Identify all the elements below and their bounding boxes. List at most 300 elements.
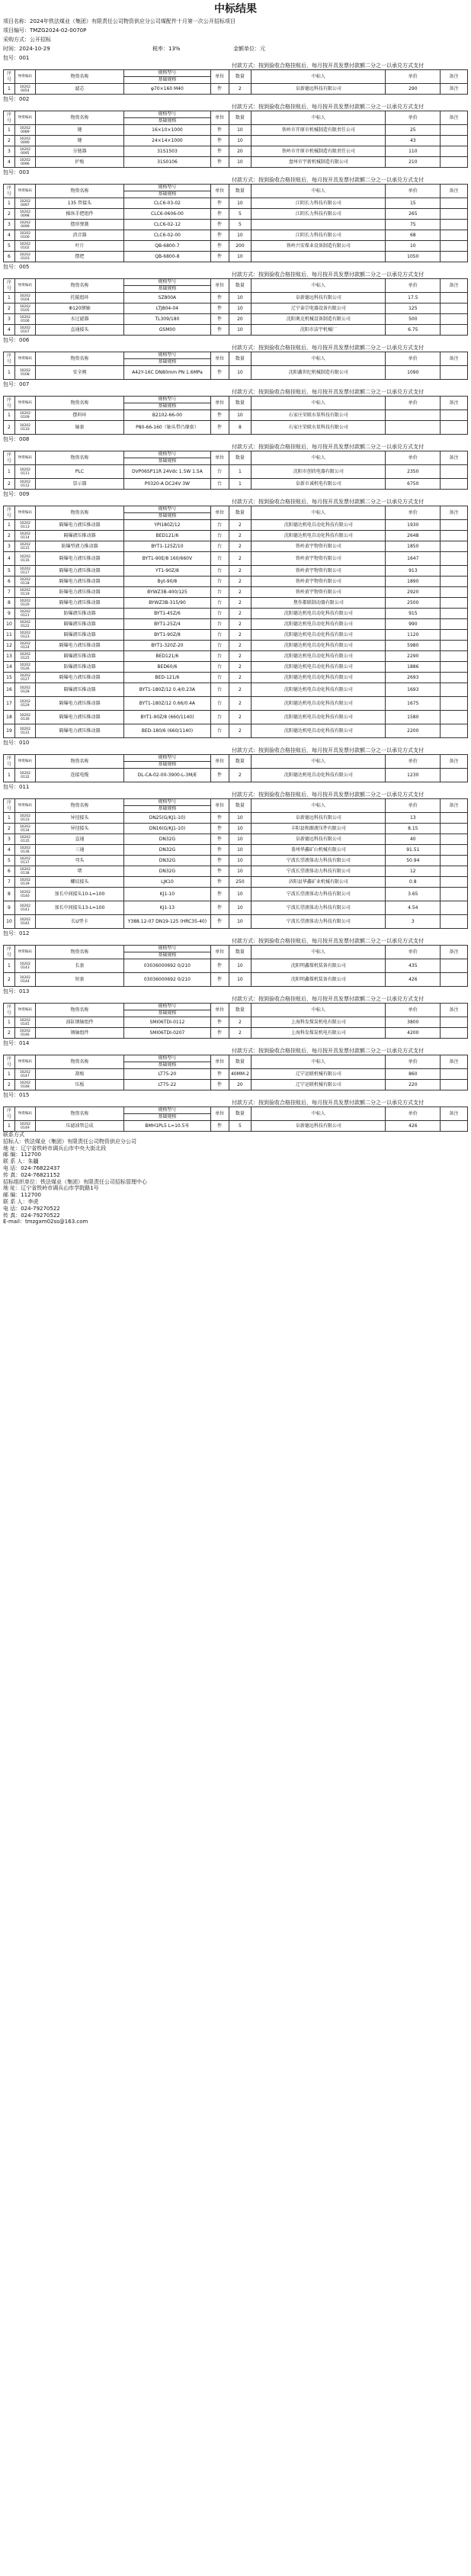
header-price: 单价: [386, 946, 441, 959]
payment-terms: 付款方式：按到验收合格挂账后，每月按开具发票付款额二分之一以承兑方式支付: [232, 271, 424, 278]
cell-code: 10202 0136: [14, 845, 35, 856]
cell-code: 10202 0124: [14, 641, 35, 651]
cell-name: 隔爆液压推动器: [35, 683, 123, 697]
header-unit: 单位: [210, 279, 229, 293]
package-block: [3, 782, 468, 929]
cell-name: 隔爆电力液压推动器: [35, 697, 123, 711]
cell-unit: 件: [210, 325, 229, 336]
cell-spec: CLC6-02-12: [124, 220, 210, 230]
cell-spec: LTJ804-04: [124, 304, 210, 314]
cell-supplier: 宁波长望液体动力科技有限公司: [252, 901, 386, 915]
cell-spec: BED-121/6: [124, 673, 210, 683]
cell-supplier: 焦作都联制动器有限公司: [252, 598, 386, 609]
cell-name: 键: [35, 125, 123, 136]
table-row: [4, 888, 468, 901]
cell-price: 3.65: [386, 888, 441, 901]
cell-supplier: 江阴长力科技有限公司: [252, 230, 386, 241]
table-row: [4, 845, 468, 856]
cell-note: [441, 888, 468, 901]
package-block: [3, 380, 468, 435]
header-spec-base: 基础规格: [124, 77, 210, 84]
header-qty: 数量: [229, 506, 252, 520]
table-row: [4, 915, 468, 929]
cell-note: 备注: [441, 84, 468, 95]
tax-label: 税率：13%: [152, 46, 181, 52]
header-spec-base: 基础规格: [124, 359, 210, 366]
cell-unit: 件: [210, 866, 229, 877]
header-unit: 单位: [210, 755, 229, 769]
cell-price: 1120: [386, 630, 441, 641]
header-code: 物资编码: [14, 185, 35, 198]
header-name: 物资名称: [35, 70, 123, 84]
cell-price: 1693: [386, 683, 441, 697]
cell-spec: 03036000692 0/210: [124, 973, 210, 987]
cell-note: [441, 587, 468, 598]
cell-supplier: 宁波长望液体动力科技有限公司: [252, 866, 386, 877]
cell-unit: 台: [210, 662, 229, 673]
cell-supplier: 铁岭黄宇物资有限公司: [252, 552, 386, 566]
table-row: [4, 866, 468, 877]
cell-price: 6.75: [386, 325, 441, 336]
cell-seq: 1: [4, 769, 15, 782]
payment-terms: 付款方式：按到验收合格挂账后，每月按开具发票付款额二分之一以承兑方式支付: [232, 747, 424, 753]
cell-unit: 件: [210, 901, 229, 915]
cell-code: 10202 0129: [14, 697, 35, 711]
cell-name: 直通接头: [35, 325, 123, 336]
cell-price: 2350: [386, 465, 441, 479]
header-unit: 单位: [210, 397, 229, 410]
table-row: [4, 901, 468, 915]
cell-spec: BYT1-180Z/12 0.4/0.23A: [124, 683, 210, 697]
cell-unit: 件: [210, 136, 229, 146]
header-spec: 规格型号: [124, 70, 210, 77]
cell-unit: 台: [210, 520, 229, 531]
header-note: 备注: [441, 397, 468, 410]
header-qty: 数量: [229, 755, 252, 769]
header-qty: 数量: [229, 352, 252, 366]
cell-qty: 2: [229, 1017, 252, 1028]
header-price: 单价: [386, 1107, 441, 1121]
table-row: [4, 531, 468, 541]
payment-terms: 付款方式：按到验收合格挂账后，每月按开具发票付款额二分之一以承兑方式支付: [232, 792, 424, 798]
package-title: 包号：005: [3, 264, 30, 270]
cell-seq: 9: [4, 609, 15, 619]
cell-code: 10202 0103: [14, 252, 35, 262]
header-seq: 序号: [4, 185, 15, 198]
cell-note: [441, 630, 468, 641]
cell-note: [441, 813, 468, 824]
cell-seq: 2: [4, 304, 15, 314]
header-note: 备注: [441, 279, 468, 293]
cell-price: 125: [386, 304, 441, 314]
cell-spec: CLC6-03-02: [124, 198, 210, 209]
cell-note: [441, 724, 468, 738]
cell-code: 10202 0054: [14, 84, 35, 95]
cell-name: 防爆液压推动器: [35, 609, 123, 619]
header-note: 备注: [441, 1004, 468, 1017]
cell-code: 10202 0147: [14, 1069, 35, 1080]
cell-price: 0.8: [386, 877, 441, 888]
cell-spec: LT75-22: [124, 1080, 210, 1090]
cell-qty: 2: [229, 541, 252, 552]
cell-qty: 10: [229, 230, 252, 241]
cell-note: [441, 901, 468, 915]
cell-supplier: 阜新市诚机电有限公司: [252, 479, 386, 490]
header-name: 物资名称: [35, 1004, 123, 1017]
header-qty: 数量: [229, 185, 252, 198]
cell-qty: 2: [229, 697, 252, 711]
cell-seq: 2: [4, 1080, 15, 1090]
cell-supplier: 铁岭黄宇物资有限公司: [252, 541, 386, 552]
header-note: 备注: [441, 1107, 468, 1121]
package-title: 包号：002: [3, 96, 30, 102]
cell-unit: 件: [210, 888, 229, 901]
cell-unit: 件: [210, 125, 229, 136]
header-price: 单价: [386, 506, 441, 520]
cell-seq: 8: [4, 888, 15, 901]
cell-price: 91.51: [386, 845, 441, 856]
cell-name: 摆形弹簧: [35, 220, 123, 230]
cell-unit: 台: [210, 598, 229, 609]
cell-code: 10202 0131: [14, 724, 35, 738]
cell-spec: QB-6800-7: [124, 241, 210, 252]
cell-qty: 2: [229, 598, 252, 609]
header-qty: 数量: [229, 451, 252, 465]
package-block: [3, 336, 468, 380]
cell-supplier: [252, 220, 386, 230]
cell-name: 长套: [35, 959, 123, 973]
cell-supplier: 沈阳明鑫煤机装备有限公司: [252, 959, 386, 973]
header-price: 单价: [386, 352, 441, 366]
header-qty: 数量: [229, 397, 252, 410]
cell-note: [441, 304, 468, 314]
header-supplier: 中标人: [252, 397, 386, 410]
cell-qty: 2: [229, 84, 252, 95]
cell-name: 加长中间接头13-L=100: [35, 901, 123, 915]
table-row: [4, 209, 468, 220]
header-qty: 数量: [229, 70, 252, 84]
cell-qty: 2: [229, 552, 252, 566]
cell-code: 10202 0114: [14, 531, 35, 541]
cell-price: 40: [386, 834, 441, 845]
cell-code: 10202 0095: [14, 146, 35, 157]
cell-qty: 10: [229, 834, 252, 845]
cell-seq: 6: [4, 866, 15, 877]
table-header-row: [4, 279, 468, 286]
cell-name: 摆料环: [35, 410, 123, 421]
payment-terms: 付款方式：按到验收合格挂账后，每月按开具发票付款额二分之一以承兑方式支付: [232, 938, 424, 944]
header-price: 单价: [386, 451, 441, 465]
cell-note: [441, 157, 468, 168]
cell-name: 键: [35, 136, 123, 146]
results-table: [3, 945, 468, 987]
cell-code: 10202 0098: [14, 209, 35, 220]
cell-qty: 5: [229, 209, 252, 220]
cell-qty: 10: [229, 252, 252, 262]
cell-qty: 10: [229, 325, 252, 336]
cell-spec: YPI180Z/12: [124, 520, 210, 531]
header-note: 备注: [441, 799, 468, 813]
cell-supplier: 沈阳市创欣电器有限公司: [252, 465, 386, 479]
cell-seq: 1: [4, 1017, 15, 1028]
cell-seq: 1: [4, 410, 15, 421]
table-row: [4, 520, 468, 531]
header-name: 物资名称: [35, 1055, 123, 1069]
header-spec-base: 基础规格: [124, 118, 210, 125]
cell-supplier: 江阴长力科技有限公司: [252, 198, 386, 209]
currency-label: 金额单位：元: [233, 46, 265, 52]
table-row: [4, 1080, 468, 1090]
cell-qty: 2: [229, 520, 252, 531]
project-no: 项目编号：TMZG2024-02-0070P: [3, 27, 87, 34]
results-table: [3, 69, 468, 95]
cell-code: 10202 0100: [14, 230, 35, 241]
package-block: [3, 1090, 468, 1132]
header-seq: 序号: [4, 1004, 15, 1017]
cell-supplier: 沈阳德达机电自动化科技有限公司: [252, 651, 386, 662]
footer-line: 招标组织单位：铁法煤业（集团）有限责任公司招标管理中心: [3, 1178, 147, 1185]
cell-spec: CLC6-0606-00: [124, 209, 210, 220]
cell-supplier: 济阳县华鑫矿业机械有限公司: [252, 877, 386, 888]
cell-seq: 8: [4, 598, 15, 609]
cell-name: 隔爆液压推动器: [35, 630, 123, 641]
cell-name: 隔爆液压推动器: [35, 531, 123, 541]
header-supplier: 中标人: [252, 185, 386, 198]
cell-supplier: 阜新德远科技有限公司: [252, 834, 386, 845]
cell-spec: 16×10×1000: [124, 125, 210, 136]
cell-supplier: 沈阳德达机电自动化科技有限公司: [252, 673, 386, 683]
cell-supplier: 沈阳德达机电自动化科技有限公司: [252, 520, 386, 531]
package-title: 包号：001: [3, 55, 30, 61]
cell-note: [441, 1069, 468, 1080]
cell-price: 50.94: [386, 856, 441, 866]
cell-qty: 2: [229, 1028, 252, 1039]
cell-note: [441, 293, 468, 304]
header-code: 物资编码: [14, 397, 35, 410]
cell-name: 长U型卡: [35, 915, 123, 929]
cell-qty: 10: [229, 198, 252, 209]
cell-note: [441, 314, 468, 325]
payment-terms: 付款方式：按到验收合格挂账后，每月按开具发票付款额二分之一以承兑方式支付: [232, 345, 424, 351]
cell-spec: TL309/180: [124, 314, 210, 325]
table-header-row: [4, 397, 468, 403]
cell-name: 隔爆电力液压推动器: [35, 711, 123, 724]
cell-supplier: 沈阳德达机电自动化科技有限公司: [252, 662, 386, 673]
package-title: 包号：007: [3, 381, 30, 387]
cell-spec: φ70×160 M40: [124, 84, 210, 95]
cell-note: [441, 230, 468, 241]
cell-name: 螺纹接头: [35, 877, 123, 888]
cell-unit: 件: [210, 304, 229, 314]
package-title: 包号：014: [3, 1040, 30, 1046]
cell-code: 10202 0141: [14, 901, 35, 915]
table-row: [4, 834, 468, 845]
cell-name: 滤芯: [35, 84, 123, 95]
header-unit: 单位: [210, 1004, 229, 1017]
cell-note: [441, 531, 468, 541]
cell-note: [441, 834, 468, 845]
header-unit: 单位: [210, 799, 229, 813]
cell-qty: 10: [229, 293, 252, 304]
header-seq: 序号: [4, 1055, 15, 1069]
cell-code: 10202 0122: [14, 619, 35, 630]
cell-unit: 件: [210, 877, 229, 888]
results-table: [3, 184, 468, 262]
table-row: [4, 813, 468, 824]
cell-code: 10202 0096: [14, 157, 35, 168]
table-header-row: [4, 111, 468, 118]
cell-seq: 2: [4, 1028, 15, 1039]
table-row: [4, 619, 468, 630]
cell-code: 10202 0133: [14, 813, 35, 824]
header-spec: 规格型号: [124, 1107, 210, 1114]
cell-code: 10202 0145: [14, 1017, 35, 1028]
cell-supplier: 石家庄荣联水泵科技有限公司: [252, 410, 386, 421]
cell-note: [441, 220, 468, 230]
cell-supplier: 阜新德远科技有限公司: [252, 813, 386, 824]
cell-name: 水过滤器: [35, 314, 123, 325]
cell-code: 10202 0120: [14, 598, 35, 609]
package-title: 包号：012: [3, 930, 30, 936]
table-row: [4, 252, 468, 262]
results-table: [3, 798, 468, 929]
cell-code: 10202 0089: [14, 125, 35, 136]
cell-name: 三通: [35, 845, 123, 856]
payment-terms: 付款方式：按到验收合格挂账后，每月按开具发票付款额二分之一以承兑方式支付: [232, 104, 424, 110]
cell-code: 10202 0097: [14, 198, 35, 209]
package-block: [3, 262, 468, 336]
cell-price: 265: [386, 209, 441, 220]
cell-name: 钢轴组件: [35, 1028, 123, 1039]
header-supplier: 中标人: [252, 1055, 386, 1069]
cell-spec: BYT1-90Z/8: [124, 630, 210, 641]
results-table: [3, 754, 468, 782]
header-name: 物资名称: [35, 946, 123, 959]
cell-unit: 台: [210, 697, 229, 711]
table-row: [4, 566, 468, 577]
cell-code: 10202 0116: [14, 552, 35, 566]
header-name: 物资名称: [35, 451, 123, 465]
cell-code: 10202 0126: [14, 662, 35, 673]
cell-seq: 1: [4, 198, 15, 209]
header-seq: 序号: [4, 279, 15, 293]
header-seq: 序号: [4, 111, 15, 125]
table-header-row: [4, 755, 468, 762]
cell-price: 1647: [386, 552, 441, 566]
table-row: [4, 146, 468, 157]
cell-name: 隔爆电力液压推动器: [35, 577, 123, 587]
cell-name: 隔爆电力液压推动器: [35, 552, 123, 566]
cell-unit: 件: [210, 813, 229, 824]
cell-unit: 件: [210, 1028, 229, 1039]
table-row: [4, 1028, 468, 1039]
table-row: [4, 366, 468, 380]
table-row: [4, 304, 468, 314]
cell-supplier: 铁岭黄宇物资有限公司: [252, 566, 386, 577]
cell-spec: BED-180/6 (660/1140): [124, 724, 210, 738]
cell-name: 叶片: [35, 241, 123, 252]
cell-price: 1886: [386, 662, 441, 673]
cell-price: 1230: [386, 769, 441, 782]
header-price: 单价: [386, 70, 441, 84]
cell-seq: 5: [4, 566, 15, 577]
cell-unit: 件: [210, 824, 229, 834]
cell-price: 210: [386, 157, 441, 168]
header-code: 物资编码: [14, 451, 35, 465]
cell-code: 10202 0138: [14, 866, 35, 877]
cell-supplier: 盖州华鑫矿山机械有限公司: [252, 845, 386, 856]
cell-spec: BYT1-90E/8 160/660V: [124, 552, 210, 566]
header-supplier: 中标人: [252, 111, 386, 125]
header-unit: 单位: [210, 946, 229, 959]
cell-name: Φ120钢轴: [35, 304, 123, 314]
payment-terms: 付款方式：按到验收合格挂账后，每月按开具发票付款额二分之一以承兑方式支付: [232, 444, 424, 450]
cell-qty: 10: [229, 157, 252, 168]
cell-note: [441, 552, 468, 566]
cell-price: [386, 410, 441, 421]
cell-name: 消音器: [35, 230, 123, 241]
table-row: [4, 1121, 468, 1132]
cell-note: [441, 662, 468, 673]
cell-spec: LJK10: [124, 877, 210, 888]
header-spec: 规格型号: [124, 111, 210, 118]
header-code: 物资编码: [14, 70, 35, 84]
cell-seq: 2: [4, 421, 15, 435]
cell-seq: 17: [4, 697, 15, 711]
cell-unit: 件: [210, 1080, 229, 1090]
table-header-row: [4, 1004, 468, 1010]
header-spec-base: 基础规格: [124, 403, 210, 410]
cell-unit: 台: [210, 479, 229, 490]
cell-name: 135 管接头: [35, 198, 123, 209]
cell-note: [441, 520, 468, 531]
table-row: [4, 641, 468, 651]
cell-name: 短套: [35, 973, 123, 987]
cell-supplier: 阜新德远科技有限公司: [252, 293, 386, 304]
header-supplier: 中标人: [252, 755, 386, 769]
header-supplier: 中标人: [252, 946, 386, 959]
cell-spec: 31S0106: [124, 157, 210, 168]
header-qty: 数量: [229, 1004, 252, 1017]
cell-seq: 5: [4, 241, 15, 252]
cell-seq: 4: [4, 552, 15, 566]
cell-spec: 24×14×1000: [124, 136, 210, 146]
cell-spec: SZ800A: [124, 293, 210, 304]
table-row: [4, 683, 468, 697]
cell-supplier: 阜新德远科技有限公司: [252, 1121, 386, 1132]
header-note: 备注: [441, 1055, 468, 1069]
cell-name: 操纵手把组件: [35, 209, 123, 220]
header-price: 单价: [386, 279, 441, 293]
cell-seq: 1: [4, 465, 15, 479]
cell-qty: 10: [229, 973, 252, 987]
cell-unit: 件: [210, 1017, 229, 1028]
results-table: [3, 451, 468, 490]
cell-name: 分链器: [35, 146, 123, 157]
cell-supplier: 辽宁运联机械有限公司: [252, 1080, 386, 1090]
cell-seq: 10: [4, 619, 15, 630]
payment-terms: 付款方式：按到验收合格挂账后，每月按开具发票付款额二分之一以承兑方式支付: [232, 63, 424, 69]
cell-unit: 台: [210, 641, 229, 651]
cell-seq: 6: [4, 252, 15, 262]
cell-price: 8.15: [386, 824, 441, 834]
header-supplier: 中标人: [252, 506, 386, 520]
header-note: 备注: [441, 946, 468, 959]
cell-qty: 10: [229, 959, 252, 973]
cell-supplier: 沈阳鑫世纪机械制造有限公司: [252, 366, 386, 380]
header-name: 物资名称: [35, 755, 123, 769]
header-supplier: 中标人: [252, 451, 386, 465]
